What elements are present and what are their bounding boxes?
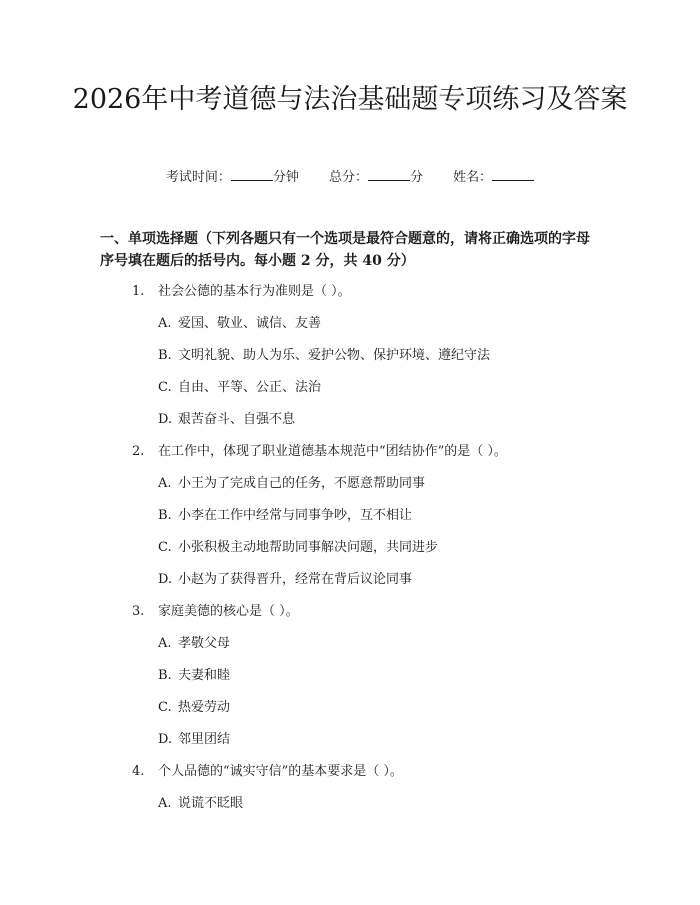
- question-1-option-c: [158, 378, 321, 398]
- document-title: 2026年中考道德与法治基础题专项练习及答案: [72, 84, 628, 115]
- question-number: 4.: [132, 764, 145, 779]
- option-letter: A.: [158, 476, 172, 491]
- option-letter: B.: [158, 508, 172, 523]
- question-stem: 在工作中，体现了职业道德基本规范中“团结协作”的是（ ）。: [158, 444, 507, 459]
- option-text: 夫妻和睦: [178, 668, 231, 683]
- exam-time: [166, 170, 299, 185]
- option-text: 说谎不眨眼: [178, 796, 244, 811]
- score-unit: 分: [410, 170, 424, 185]
- question-number: 3.: [132, 604, 145, 619]
- option-text: 爱国、敬业、诚信、友善: [178, 316, 322, 331]
- option-text: 邻里团结: [178, 732, 231, 747]
- exam-meta: [0, 168, 700, 188]
- exam-score: [329, 170, 423, 185]
- time-unit: 分钟: [272, 170, 299, 185]
- question-2-option-d: [158, 570, 412, 590]
- option-text: 小李在工作中经常与同事争吵，互不相让: [178, 508, 413, 523]
- question-2-option-c: [158, 538, 438, 558]
- question-3: [132, 602, 299, 622]
- option-letter: D.: [158, 412, 173, 427]
- option-letter: A.: [158, 316, 172, 331]
- option-letter: D.: [158, 732, 173, 747]
- question-4: [132, 762, 403, 782]
- question-3-option-c: [158, 698, 230, 718]
- exam-name: [453, 170, 534, 185]
- question-stem: 个人品德的“诚实守信”的基本要求是（ ）。: [158, 764, 403, 779]
- question-4-option-a: [158, 794, 243, 814]
- option-text: 孝敬父母: [178, 636, 231, 651]
- question-2: [132, 442, 507, 462]
- question-stem: 社会公德的基本行为准则是（ ）。: [158, 284, 351, 299]
- option-letter: D.: [158, 572, 173, 587]
- option-text: 小王为了完成自己的任务，不愿意帮助同事: [178, 476, 426, 491]
- question-3-option-b: [158, 666, 230, 686]
- option-text: 自由、平等、公正、法治: [178, 380, 322, 395]
- option-letter: A.: [158, 796, 172, 811]
- option-text: 小张积极主动地帮助同事解决问题，共同进步: [178, 540, 439, 555]
- option-letter: C.: [158, 380, 172, 395]
- question-3-option-a: [158, 634, 230, 654]
- question-2-option-a: [158, 474, 425, 494]
- option-letter: B.: [158, 348, 172, 363]
- question-2-option-b: [158, 506, 412, 526]
- question-3-option-d: [158, 730, 230, 750]
- option-letter: C.: [158, 540, 172, 555]
- time-blank: [231, 168, 273, 181]
- score-label: 总分：: [328, 170, 368, 185]
- question-stem: 家庭美德的核心是（ ）。: [158, 604, 299, 619]
- option-letter: C.: [158, 700, 172, 715]
- question-number: 2.: [132, 444, 145, 459]
- score-blank: [368, 168, 410, 181]
- option-text: 文明礼貌、助人为乐、爱护公物、保护环境、遵纪守法: [178, 348, 491, 363]
- question-1: [132, 282, 351, 302]
- question-1-option-b: [158, 346, 490, 366]
- option-letter: B.: [158, 668, 172, 683]
- name-label: 姓名：: [453, 170, 493, 185]
- time-label: 考试时间：: [165, 170, 231, 185]
- name-blank: [492, 168, 534, 181]
- option-text: 小赵为了获得晋升，经常在背后议论同事: [178, 572, 413, 587]
- section-heading: 一、单项选择题（下列各题只有一个选项是最符合题意的，请将正确选项的字母序号填在题后的括号内。每小题 2 分，共 40 分）: [100, 231, 590, 269]
- option-letter: A.: [158, 636, 172, 651]
- option-text: 热爱劳动: [178, 700, 231, 715]
- question-1-option-a: [158, 314, 321, 334]
- question-number: 1.: [132, 284, 145, 299]
- option-text: 艰苦奋斗、自强不息: [178, 412, 296, 427]
- question-1-option-d: [158, 410, 295, 430]
